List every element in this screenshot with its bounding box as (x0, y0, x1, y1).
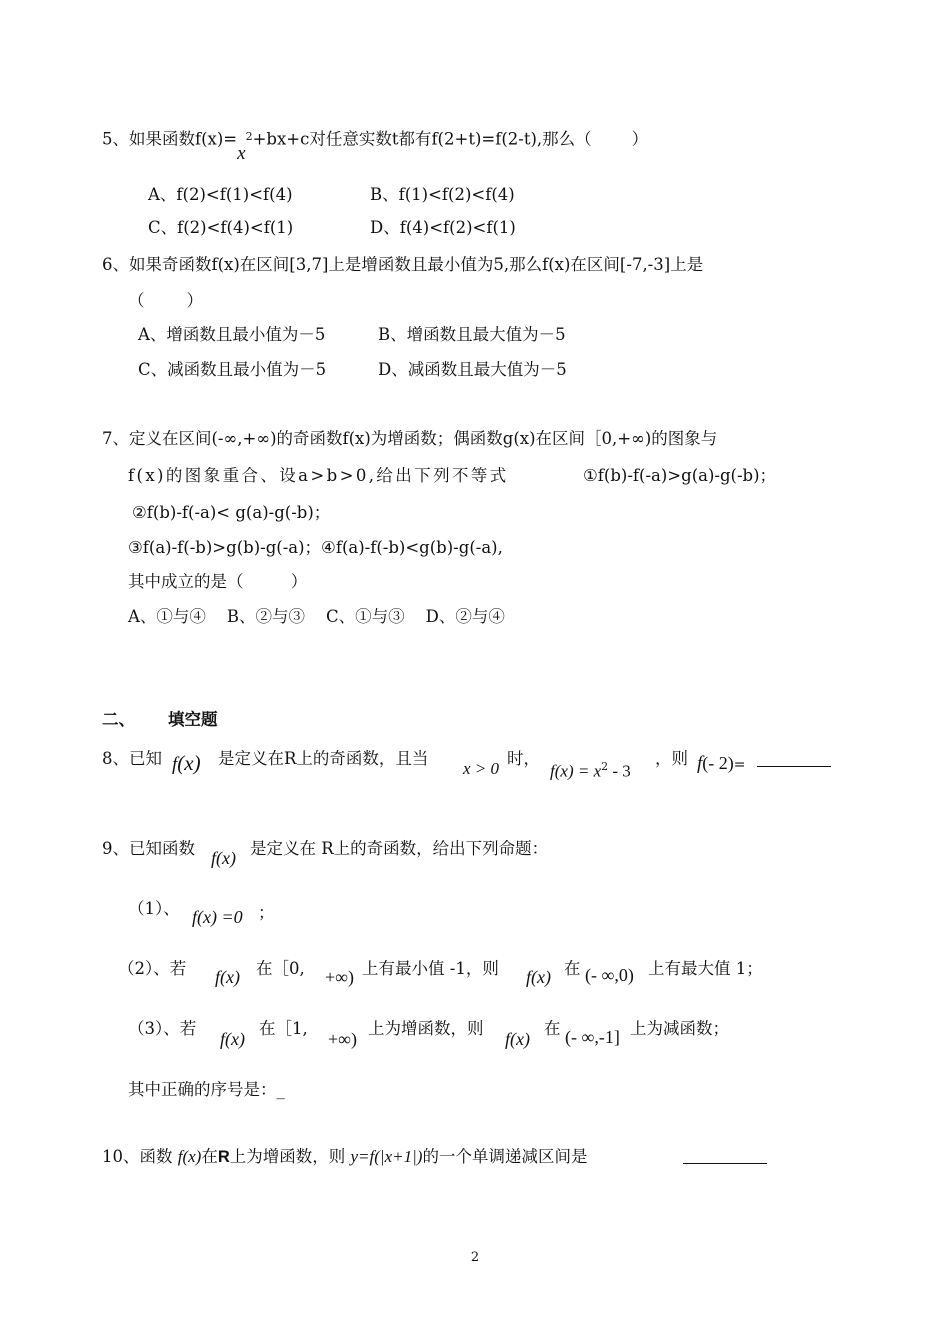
q6-stem: 6、如果奇函数f(x)在区间[3,7]上是增函数且最小值为5,那么f(x)在区间[-7,-3]上是 (102, 255, 704, 274)
q9-p2-text-4: 上有最大值 1； (648, 959, 763, 978)
section-title: 填空题 (168, 710, 218, 729)
q9-p1-math: f(x) =0 (192, 907, 243, 927)
q8-answer-blank[interactable] (757, 766, 831, 767)
q10-text-3: 上为增函数，则 (229, 1147, 351, 1166)
q8-f: f (172, 754, 178, 775)
q8-fx (172, 752, 201, 776)
q9-p3-text-1: 在［1, (259, 1019, 308, 1038)
q9-p2-label: （2）、若 (118, 959, 187, 978)
q9-p2-infinity: +∞) (325, 967, 354, 987)
q10-fx: f(x) (177, 1147, 202, 1166)
q5-stem (102, 124, 649, 164)
q9-p2-text-3: 在 (564, 959, 581, 978)
q9-fx: f(x) (211, 848, 236, 868)
q8-text-4: ，则 (655, 749, 688, 768)
q6-answer-paren: （ ） (128, 291, 203, 310)
q10-R: R (217, 1148, 230, 1166)
q9-p2-text-1: 在［0, (256, 959, 305, 978)
q6-option-c: C、减函数且最小值为－5 (138, 360, 327, 379)
q9-p2-f2: f(x) (526, 967, 551, 987)
q8-text-3: 时， (507, 749, 540, 768)
q9-p3-label: （3）、若 (128, 1019, 197, 1038)
q8-equation (550, 756, 631, 783)
q8-eq-exponent: 2 (601, 760, 609, 773)
q10-text-4: 的一个单调递减区间是 (422, 1147, 588, 1166)
q9-stem-1: 9、已知函数 (102, 839, 195, 858)
q7-options: A、①与④ B、②与③ C、①与③ D、②与④ (128, 607, 505, 626)
q9-p2-interval: (- ∞,0) (585, 965, 634, 985)
q7-line3: ②f(b)-f(-a)< g(a)-g(-b)； (132, 503, 331, 522)
q9-p2-text-2: 上有最小值 -1，则 (362, 959, 499, 978)
q8-ask (697, 752, 746, 776)
q9-p3-text-4: 上为减函数； (630, 1019, 729, 1038)
q5-option-d: D、f(4)<f(2)<f(1) (370, 218, 516, 237)
q8-ask-equals: = (733, 757, 746, 773)
q7-line2a: f(x)的图象重合、设a>b>0,给出下列不等式 (128, 466, 509, 485)
q9-p1-label: （1）、 (128, 899, 180, 918)
q9-p3-infinity: +∞) (328, 1029, 357, 1049)
q9-p3-text-3: 在 (544, 1019, 561, 1038)
q5-stem-part2: +bx+c对任意实数t都有f(2+t)=f(2-t),那么（ (252, 129, 592, 149)
q5-option-a: A、f(2)<f(1)<f(4) (148, 185, 293, 204)
q8-eq-tail: - 3 (608, 761, 631, 781)
q5-x: x (237, 142, 246, 164)
q6-option-b: B、增函数且最大值为－5 (378, 325, 566, 344)
q8-eq-f: f (550, 761, 555, 781)
q5-option-b: B、f(1)<f(2)<f(4) (370, 185, 515, 204)
q8-f-arg: (x) (177, 751, 201, 775)
q8-ask-f: f (697, 753, 703, 774)
q9-p3-f2: f(x) (505, 1029, 530, 1049)
q8-text-2: 是定义在R上的奇函数，且当 (218, 749, 429, 768)
q8-text-1: 8、已知 (102, 749, 162, 768)
q8-ask-arg: (- 2) (702, 753, 734, 773)
q9-p3-text-2: 上为增函数，则 (368, 1019, 484, 1038)
q10-composite: y=f(|x+1|) (350, 1147, 423, 1166)
q10-answer-blank[interactable] (683, 1163, 767, 1164)
q9-p3-f: f(x) (220, 1029, 245, 1049)
page-number: 2 (470, 1250, 480, 1265)
q5-stem-close: ） (631, 129, 649, 149)
section-number: 二、 (102, 710, 135, 729)
q7-line5: 其中成立的是（ ） (128, 572, 308, 591)
q9-p2-f: f(x) (215, 967, 240, 987)
q5-stem-part1: 5、如果函数f(x)= (102, 129, 238, 149)
q9-p1-end: ； (258, 903, 275, 922)
q8-condition: x > 0 (463, 759, 500, 778)
q7-line1: 7、定义在区间(-∞,+∞)的奇函数f(x)为增函数；偶函数g(x)在区间［0,+∞)的图象与 (102, 429, 718, 448)
q7-line4: ③f(a)-f(-b)>g(b)-g(-a)；④f(a)-f(-b)<g(b)-g(-a), (128, 538, 503, 557)
q6-option-d: D、减函数且最大值为－5 (378, 360, 567, 379)
q6-option-a: A、增函数且最小值为－5 (138, 325, 326, 344)
q9-stem-2: 是定义在 R上的奇函数，给出下列命题： (250, 839, 549, 858)
q5-x-exponent: 2 (245, 130, 253, 143)
q8-eq-body: (x) = x (554, 761, 602, 781)
q7-line2b: ①f(b)-f(-a)>g(a)-g(-b)； (583, 466, 777, 485)
q9-p3-interval: (- ∞,-1] (565, 1027, 620, 1047)
q10-line (102, 1146, 587, 1168)
q5-option-c: C、f(2)<f(4)<f(1) (148, 218, 294, 237)
q10-text-1: 10、函数 (102, 1147, 178, 1166)
q10-text-2: 在 (201, 1147, 218, 1166)
q9-answer-prompt[interactable]: 其中正确的序号是：_ (128, 1080, 285, 1099)
